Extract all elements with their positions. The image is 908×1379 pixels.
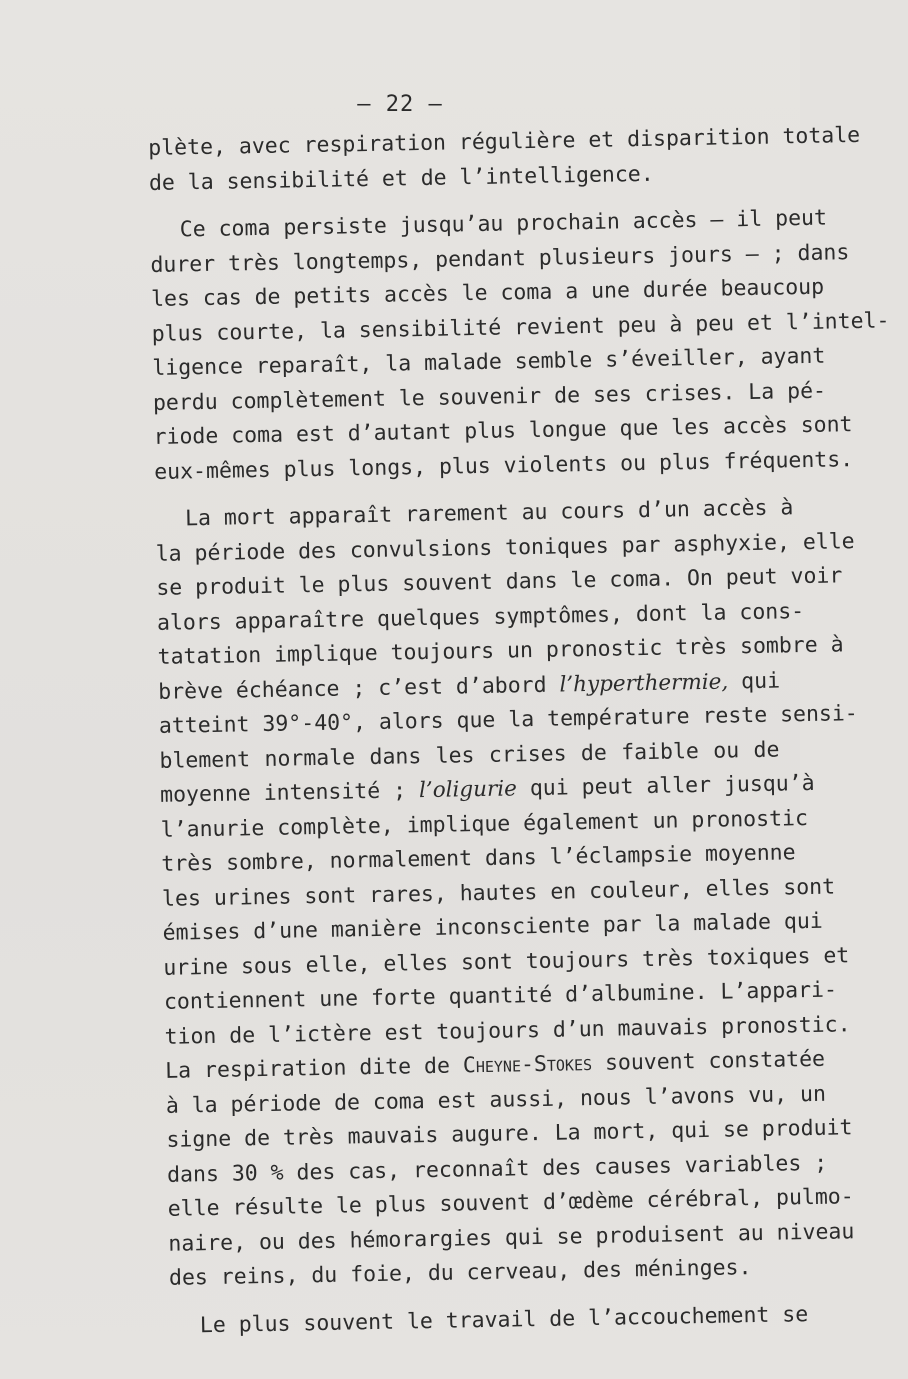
text-line: très sombre, normalement dans l’éclampsie moyenne [161, 840, 796, 877]
text-line: tatation implique toujours un pronostic très sombre à [157, 632, 844, 670]
paragraph [155, 492, 858, 1297]
text-line: atteint 39°-40°, alors que la température reste sensi- [158, 701, 858, 739]
text-segment: qui [740, 668, 781, 694]
text-line: ligence reparaît, la malade semble s’éveiller, ayant [152, 343, 826, 381]
text-segment: moyenne intensité ; [159, 778, 407, 808]
text-line: les cas de petits accès le coma a une durée beaucoup [150, 274, 825, 312]
author-name: Cheyne-Stokes [462, 1051, 593, 1079]
text-line: Ce coma persiste jusqu’au prochain accès — il peut [179, 205, 828, 243]
text-line: naire, ou des hémorargies qui se produisent au niveau [168, 1218, 855, 1257]
italic-term: l’oligurie [418, 776, 518, 804]
text-line: se produit le plus souvent dans le coma. On peut voir [156, 563, 843, 601]
paragraph [150, 203, 890, 490]
text-line: riode coma est d’autant plus longue que les accès sont [153, 412, 853, 450]
text-line: la période des convulsions toniques par asphyxie, elle [155, 528, 855, 567]
text-line: plus courte, la sensibilité revient peu à peu et l’intel- [151, 307, 890, 347]
text-line: émises d’une manière inconsciente par la malade qui [162, 908, 823, 946]
text-line: eux-mêmes plus longs, plus violents ou plus fréquents. [154, 446, 854, 485]
text-line: alors apparaître quelques symptômes, dont la cons- [156, 598, 805, 636]
text-line: à la période de coma est aussi, nous l’avons vu, un [165, 1081, 827, 1119]
text-line: tion de l’ictère est toujours d’un mauvais pronostic. [164, 1011, 851, 1050]
text-line: durer très longtemps, pendant plusieurs jours — ; dans [150, 239, 850, 278]
text-segment: qui peut aller jusqu’à [529, 770, 815, 802]
text-line: plète, avec respiration régulière et disparition totale [148, 122, 861, 161]
paragraph [148, 121, 861, 201]
text-line: les urines sont rares, hautes en couleur, elles sont [161, 874, 836, 912]
text-segment: La respiration dite de [164, 1053, 451, 1084]
text-line: Le plus souvent le travail de l’accouchement se [199, 1301, 809, 1338]
text-line: dans 30 % des cas, reconnaît des causes variables ; [166, 1150, 828, 1188]
text-line: signe de très mauvais augure. La mort, qui se produit [166, 1115, 853, 1153]
text-line: urine sous elle, elles sont toujours très toxiques et [163, 942, 850, 981]
text-line: des reins, du foie, du cerveau, des méninges. [168, 1255, 752, 1291]
text-line: l’anurie complète, implique également un pronostic [160, 805, 809, 843]
italic-term: l’hyperthermie, [559, 668, 729, 698]
text-segment: brève échéance ; c’est d’abord [158, 672, 547, 705]
text-line: contiennent une forte quantité d’albumine. L’appari- [163, 977, 838, 1015]
text-line: elle résulte le plus souvent d’œdème cérébral, pulmo- [167, 1184, 854, 1222]
body-text [148, 121, 890, 1344]
page-number: — 22 — [357, 92, 443, 117]
text-segment: souvent constatée [604, 1046, 826, 1076]
text-line: perdu complètement le souvenir de ses crises. La pé- [152, 378, 827, 416]
text-line: La mort apparaît rarement au cours d’un accès à [184, 495, 794, 532]
text-line: blement normale dans les crises de faible ou de [159, 737, 780, 774]
text-line: de la sensibilité et de l’intelligence. [148, 161, 654, 196]
